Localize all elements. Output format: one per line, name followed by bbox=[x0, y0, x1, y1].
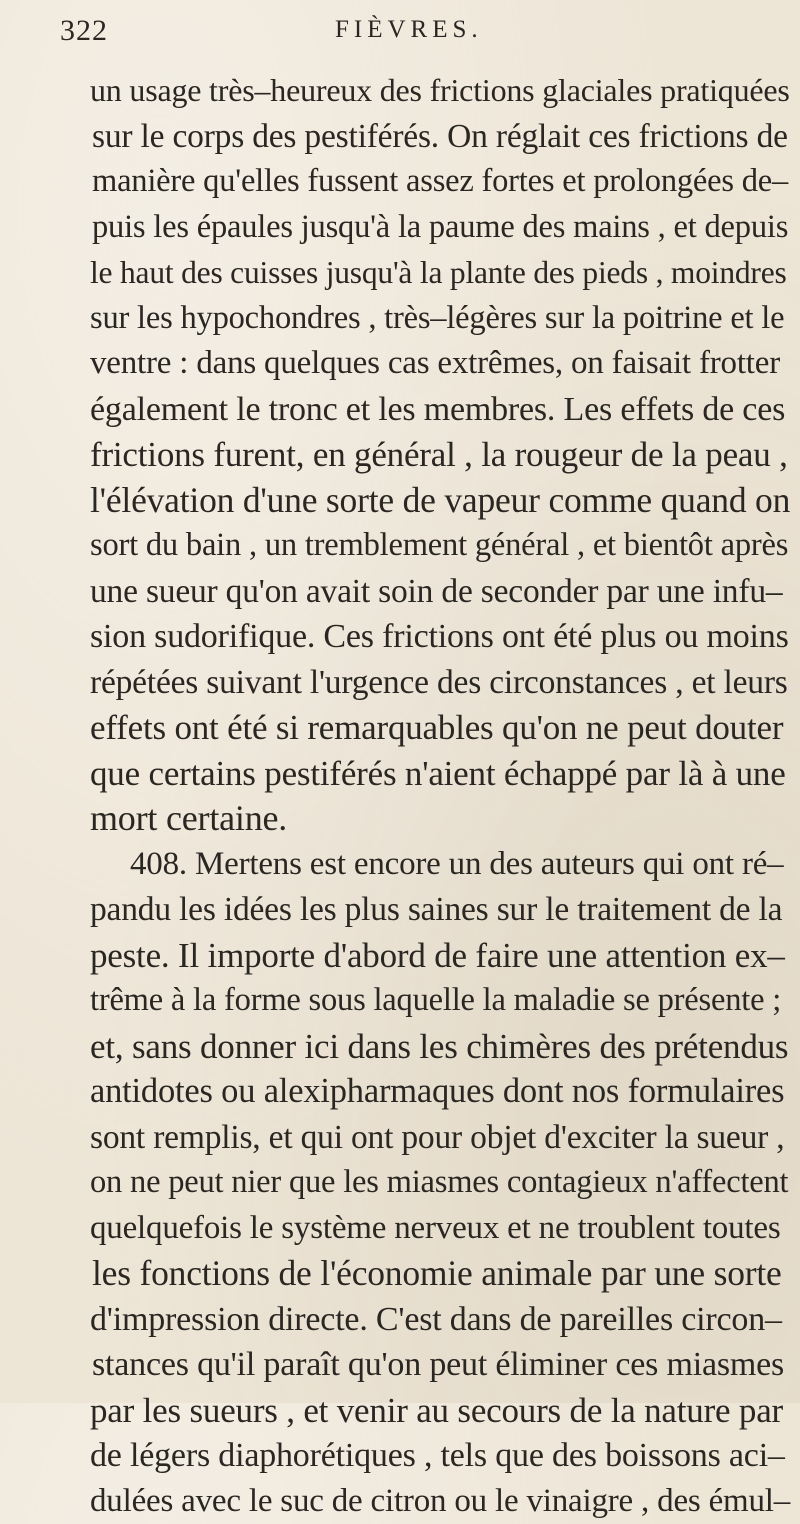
text-line: sort du bain , un tremblement général , et bientôt après bbox=[90, 523, 790, 569]
text-line: mort certaine. bbox=[90, 796, 790, 842]
text-line: d'impression directe. C'est dans de pareilles circon– bbox=[90, 1297, 790, 1343]
text-line: et, sans donner ici dans les chimères des prétendus bbox=[90, 1024, 790, 1070]
text-line: que certains pestiférés n'aient échappé par là à une bbox=[90, 751, 790, 797]
text-line: sur les hypochondres , très–légères sur la poitrine et le bbox=[90, 296, 790, 342]
text-line: un usage très–heureux des frictions glaciales pratiquées bbox=[90, 68, 790, 114]
text-line: le haut des cuisses jusqu'à la plante des pieds , moindres bbox=[90, 250, 790, 296]
running-head: FIÈVRES. bbox=[335, 16, 483, 44]
text-line: sont remplis, et qui ont pour objet d'exciter la sueur , bbox=[90, 1115, 790, 1161]
text-line: de légers diaphorétiques , tels que des boissons aci– bbox=[90, 1433, 790, 1479]
text-line: l'élévation d'une sorte de vapeur comme quand on bbox=[90, 478, 790, 524]
text-line: ventre : dans quelques cas extrêmes, on faisait frotter bbox=[90, 341, 790, 387]
text-line: frictions furent, en général , la rougeur de la peau , bbox=[90, 432, 790, 478]
text-line: trême à la forme sous laquelle la maladie se présente ; bbox=[90, 978, 790, 1024]
text-line: effets ont été si remarquables qu'on ne peut douter bbox=[90, 705, 790, 751]
text-line: puis les épaules jusqu'à la paume des mains , et depuis bbox=[90, 205, 790, 251]
text-line: sur le corps des pestiférés. On réglait ces frictions de bbox=[90, 114, 790, 160]
body-text bbox=[90, 68, 790, 1524]
text-line: stances qu'il paraît qu'on peut éliminer ces miasmes bbox=[90, 1342, 790, 1388]
text-line: une sueur qu'on avait soin de seconder par une infu– bbox=[90, 569, 790, 615]
text-line: on ne peut nier que les miasmes contagieux n'affectent bbox=[90, 1160, 790, 1206]
text-line: peste. Il importe d'abord de faire une attention ex– bbox=[90, 933, 790, 979]
page-number: 322 bbox=[60, 14, 108, 48]
text-line: dulées avec le suc de citron ou le vinaigre , des émul– bbox=[90, 1479, 790, 1524]
text-line: les fonctions de l'économie animale par une sorte bbox=[90, 1251, 790, 1297]
paragraph-start-line: 408. Mertens est encore un des auteurs qui ont ré– bbox=[90, 842, 790, 888]
text-line: pandu les idées les plus saines sur le traitement de la bbox=[90, 887, 790, 933]
text-line: sion sudorifique. Ces frictions ont été plus ou moins bbox=[90, 614, 790, 660]
text-line: par les sueurs , et venir au secours de la nature par bbox=[90, 1388, 790, 1434]
text-line: antidotes ou alexipharmaques dont nos formulaires bbox=[90, 1069, 790, 1115]
text-line: manière qu'elles fussent assez fortes et prolongées de– bbox=[90, 159, 790, 205]
text-line: quelquefois le système nerveux et ne troublent toutes bbox=[90, 1206, 790, 1252]
text-line: également le tronc et les membres. Les effets de ces bbox=[90, 387, 790, 433]
text-line: répétées suivant l'urgence des circonstances , et leurs bbox=[90, 660, 790, 706]
page-header bbox=[60, 14, 760, 64]
